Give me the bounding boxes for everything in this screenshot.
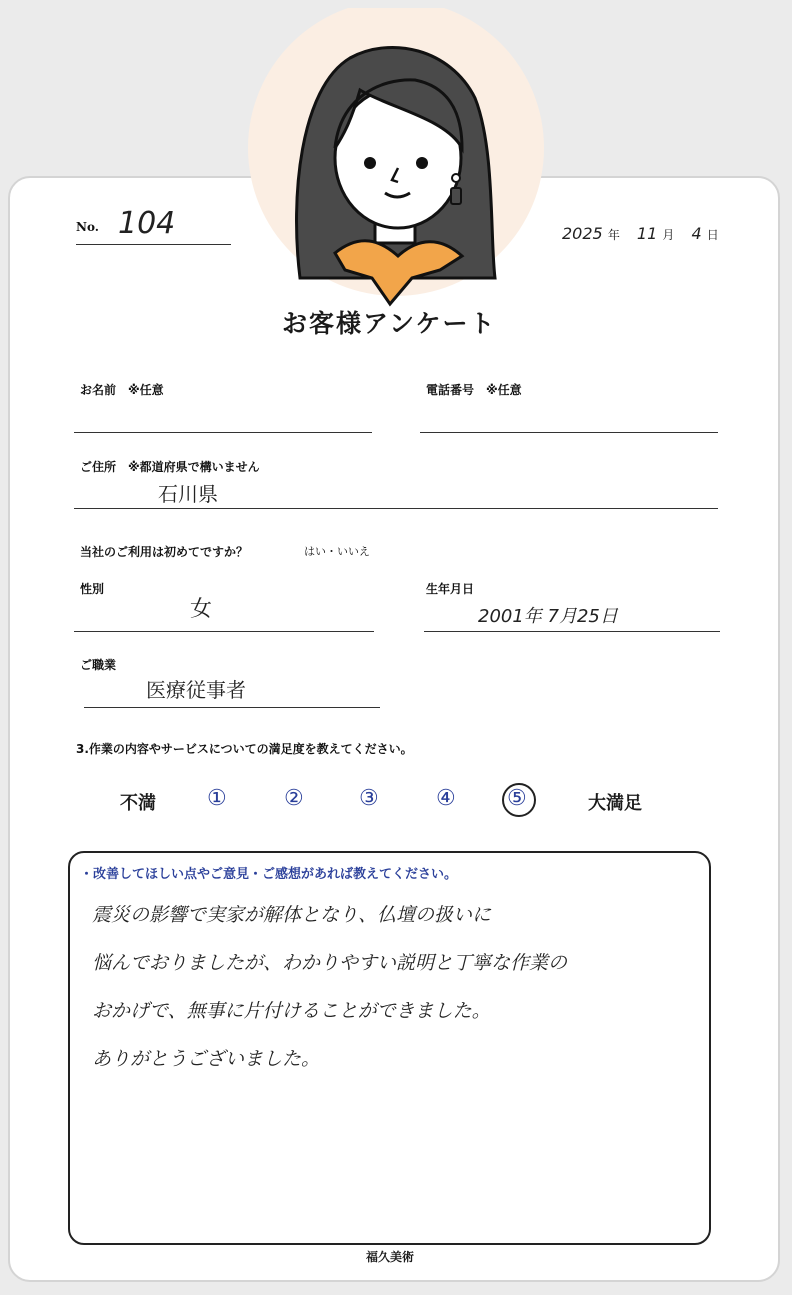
first-use-options: はい・いいえ (304, 545, 370, 558)
birth-field (424, 631, 720, 632)
satisfaction-high-label: 大満足 (588, 793, 642, 814)
gender-label: 性別 (80, 582, 105, 596)
date-month-unit: 月 (662, 228, 675, 242)
rating-option-1: ① (207, 786, 227, 811)
address-field (74, 508, 718, 509)
satisfaction-question: 3.作業の内容やサービスについての満足度を教えてください。 (76, 742, 413, 756)
number-label: No. (76, 220, 99, 234)
birth-label: 生年月日 (426, 582, 475, 596)
name-label: お名前 ※任意 (80, 383, 164, 397)
comment-line: おかげで、無事に片付けることができました。 (92, 1000, 491, 1022)
address-label: ご住所 ※都道府県で構いません (80, 460, 260, 474)
comment-line: ありがとうございました。 (92, 1048, 321, 1070)
number-value: 104 (118, 206, 176, 241)
job-label: ご職業 (80, 658, 117, 672)
rating-option-4: ④ (436, 786, 456, 811)
date-month: 11 (636, 224, 658, 243)
phone-field (420, 432, 718, 433)
date-year: 2025 (562, 224, 603, 243)
comment-line: 悩んでおりましたが、わかりやすい説明と丁寧な作業の (92, 952, 568, 974)
customer-avatar (240, 8, 552, 308)
job-value: 医療従事者 (146, 678, 246, 702)
date-day-unit: 日 (706, 228, 719, 242)
phone-label: 電話番号 ※任意 (426, 383, 522, 397)
comment-prompt: ・改善してほしい点やご意見・ご感想があれば教えてください。 (80, 867, 458, 882)
date-field (562, 224, 719, 243)
page-title: お客様アンケート (282, 309, 497, 338)
name-field (74, 432, 372, 433)
gender-field (74, 631, 374, 632)
job-field (84, 707, 380, 708)
date-day: 4 (691, 224, 702, 243)
first-use-label: 当社のご利用は初めてですか？ (80, 545, 249, 559)
rating-option-2: ② (284, 786, 304, 811)
company-name: 福久美術 (366, 1250, 415, 1264)
date-year-unit: 年 (607, 228, 620, 242)
birth-value: 2001年 7月25日 (478, 606, 618, 627)
address-value: 石川県 (158, 482, 218, 506)
rating-option-5: ⑤ (507, 786, 527, 811)
comment-box (68, 851, 711, 1245)
comment-line: 震災の影響で実家が解体となり、仏壇の扱いに (92, 904, 492, 926)
rating-option-3: ③ (359, 786, 379, 811)
gender-value: 女 (190, 597, 213, 622)
satisfaction-low-label: 不満 (120, 793, 156, 814)
comment-text (92, 891, 567, 1083)
number-underline (76, 244, 231, 245)
rating-selected-mark (502, 783, 536, 817)
